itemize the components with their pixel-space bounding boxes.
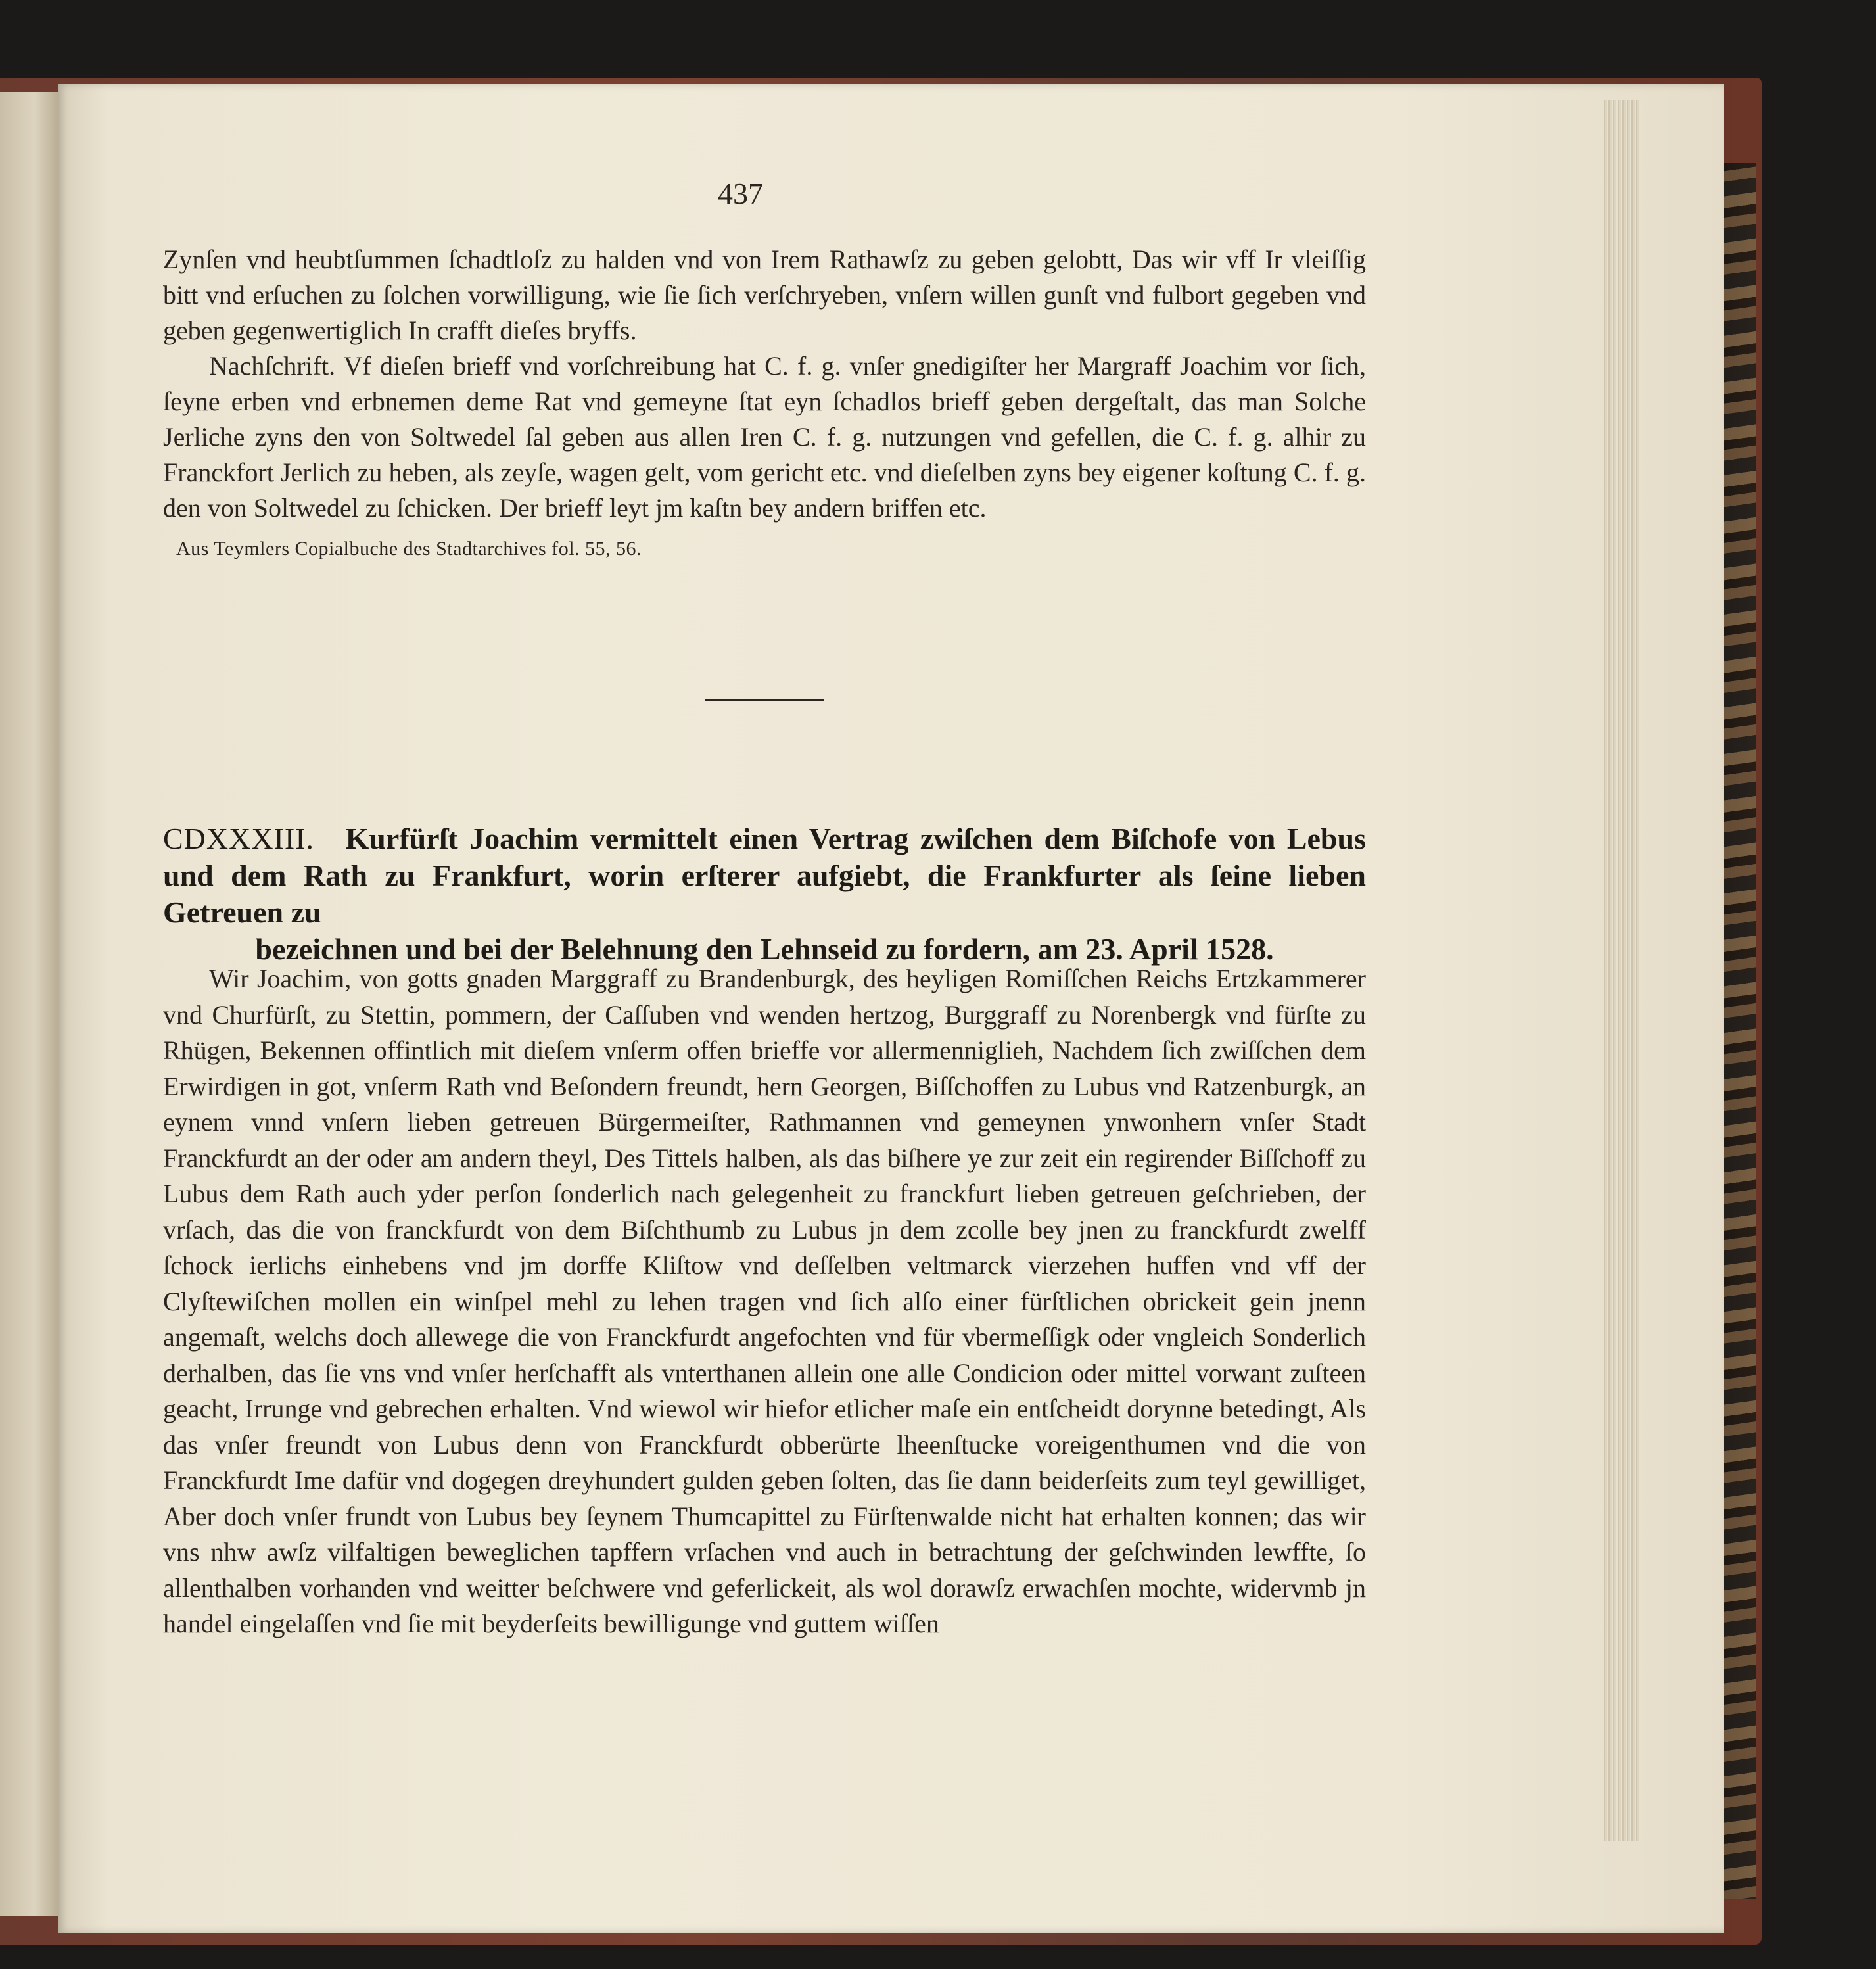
page-number: 437 bbox=[718, 177, 763, 210]
body-paragraph: Wir Joachim, von gotts gnaden Marggraff zu Brandenburgk, des heyligen Romiſſchen Reichs Ertzkammerer vnd Churfürſt, zu Stettin, pommern, der Caſſuben vnd wenden hertzog, Burggraff zu Norenbergk vnd fürſte zu Rhügen, Bekennen offintlich mit dieſem vnſerm offen brieffe vor allermenniglieh, Nachdem ſich zwiſſchen dem Erwirdigen in got, vnſerm Rath vnd Beſondern freundt, hern Georgen, Biſſchoffen zu Lubus vnd Ratzenburgk, an eynem vnnd vnſern lieben getreuen Bürgermeiſter, Rathmannen vnd gemeynen ynwonhern vnſer Stadt Franckfurdt an der oder am andern theyl, Des Tittels halben, als das biſhere ye zur zeit ein regirender Biſſchoff zu Lubus dem Rath auch yder perſon ſonderlich nach gelegenheit zu franckfurt lieben getreuen geſchrieben, der vrſach, das die von franckfurdt von dem Biſchthumb zu Lubus jn dem zcolle bey jnen zu franckfurdt zwelff ſchock ierlichs einhebens vnd jm dorffe Kliſtow vnd deſſelben veltmarck vierzehen huffen vnd vff der Clyſtewiſchen mollen ein winſpel mehl zu lehen tragen vnd ſich alſo einer fürſtlichen obrickeit gein jnenn angemaſt, welchs doch allewege die von Franckfurdt angefochten vnd für vbermeſſigk oder vngleich Sonderlich derhalben, das ſie vns vnd vnſer herſchafft als vnterthanen allein one alle Condicion oder mittel vorwant zuſteen geacht, Irrunge vnd gebrechen erhalten. Vnd wiewol wir hiefor etlicher maſe ein entſcheidt dorynne betedingt, Als das vnſer freundt von Lubus denn von Franckfurdt obberürte lheenſtucke voreigenthumen vnd die von Franckfurdt Ime dafür vnd dogegen dreyhundert gulden geben ſolten, das ſie dann beiderſeits zum teyl gewilliget, Aber doch vnſer frundt von Lubus bey ſeynem Thumcapittel zu Fürſtenwalde nicht hat erhalten konnen; das wir vns nhw awſz vilfaltigen beweglichen tapffern vrſachen vnd auch in betrachtung der geſchwinden lewffte, ſo allenthalben vorhanden vnd weitter beſchwere vnd geferlickeit, als wol dorawſz erwachſen mochte, widervmb jn handel eingelaſſen vnd ſie mit beyderſeits bewilligunge vnd guttem wiſſen bbox=[163, 964, 1366, 1638]
previous-document-text bbox=[163, 178, 1366, 567]
source-note: Aus Teymlers Copialbuche des Stadtarchives fol. 55, 56. bbox=[176, 538, 642, 559]
left-page-edge bbox=[0, 92, 58, 1916]
title-last-line: bezeichnen und bei der Belehnung den Lehnseid zu fordern, am 23. April 1528. bbox=[255, 932, 1274, 966]
page-stack-edge bbox=[1603, 100, 1641, 1841]
document-title bbox=[163, 820, 1366, 968]
title-main: Kurfürſt Joachim vermittelt einen Vertrag zwiſchen dem Biſchofe von Lebus und dem Rath zu Frankfurt, worin erſterer aufgiebt, die Frankfurter als ſeine lieben Getreuen zu bbox=[163, 822, 1366, 929]
document-header bbox=[163, 820, 1366, 968]
document-number: CDXXXIII. bbox=[163, 822, 315, 855]
paragraph: Zynſen vnd heubtſummen ſchadtloſz zu halden vnd von Irem Rathawſz zu geben gelobtt, Das wir vff Ir vleiſſig bitt vnd erſuchen zu ſolchen vorwilligung, wie ſie ſich verſchryeben, vnſern willen gunſt vnd fulbort gegeben vnd geben gegenwertiglich In crafft dieſes bryffs. bbox=[163, 245, 1366, 345]
section-divider bbox=[705, 699, 824, 701]
paragraph-nachschrift: Nachſchrift. Vf dieſen brieff vnd vorſchreibung hat C. f. g. vnſer gnedigiſter her Margraff Joachim vor ſich, ſeyne erben vnd erbnemen deme Rat vnd gemeyne ſtat eyn ſchadlos brieff geben dergeſtalt, das man Solche Jerliche zyns den von Soltwedel ſal geben aus allen Iren C. f. g. nutzungen vnd gefellen, die C. f. g. alhir zu Franckfort Jerlich zu heben, als zeyſe, wagen gelt, vom gericht etc. vnd dieſelben zyns bey eigener koſtung C. f. g. den von Soltwedel zu ſchicken. Der brieff leyt jm kaſtn bey andern briffen etc. bbox=[163, 351, 1366, 523]
document-body bbox=[163, 961, 1366, 1642]
